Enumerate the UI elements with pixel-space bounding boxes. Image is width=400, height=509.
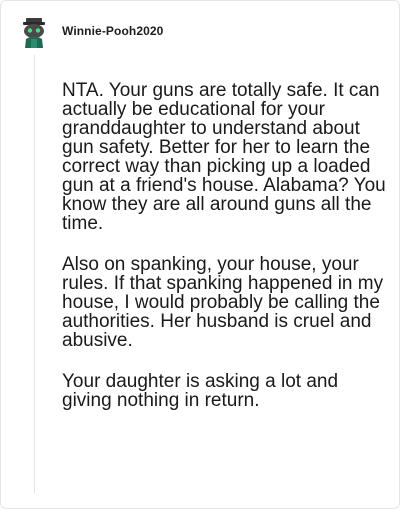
username[interactable]: Winnie-Pooh2020 — [62, 24, 164, 38]
comment-paragraph: Your daughter is asking a lot and giving nothing in return. — [62, 371, 339, 411]
comment-header — [19, 16, 163, 50]
snoo-avatar-icon[interactable] — [19, 17, 49, 49]
comment-body — [62, 81, 390, 432]
thread-line[interactable] — [34, 55, 35, 493]
comment-paragraph: NTA. Your guns are totally safe. It can actually be educational for your granddaughter to understand about gun safety. Better for her to learn the correct way than picking up a loaded gun at a friend's house. Alabama? You know they are all around guns all the time. — [62, 80, 386, 234]
comment-paragraph: Also on spanking, your house, your rules. If that spanking happened in my house, I would probably be calling the authorities. Her husband is cruel and abusive. — [62, 254, 384, 351]
